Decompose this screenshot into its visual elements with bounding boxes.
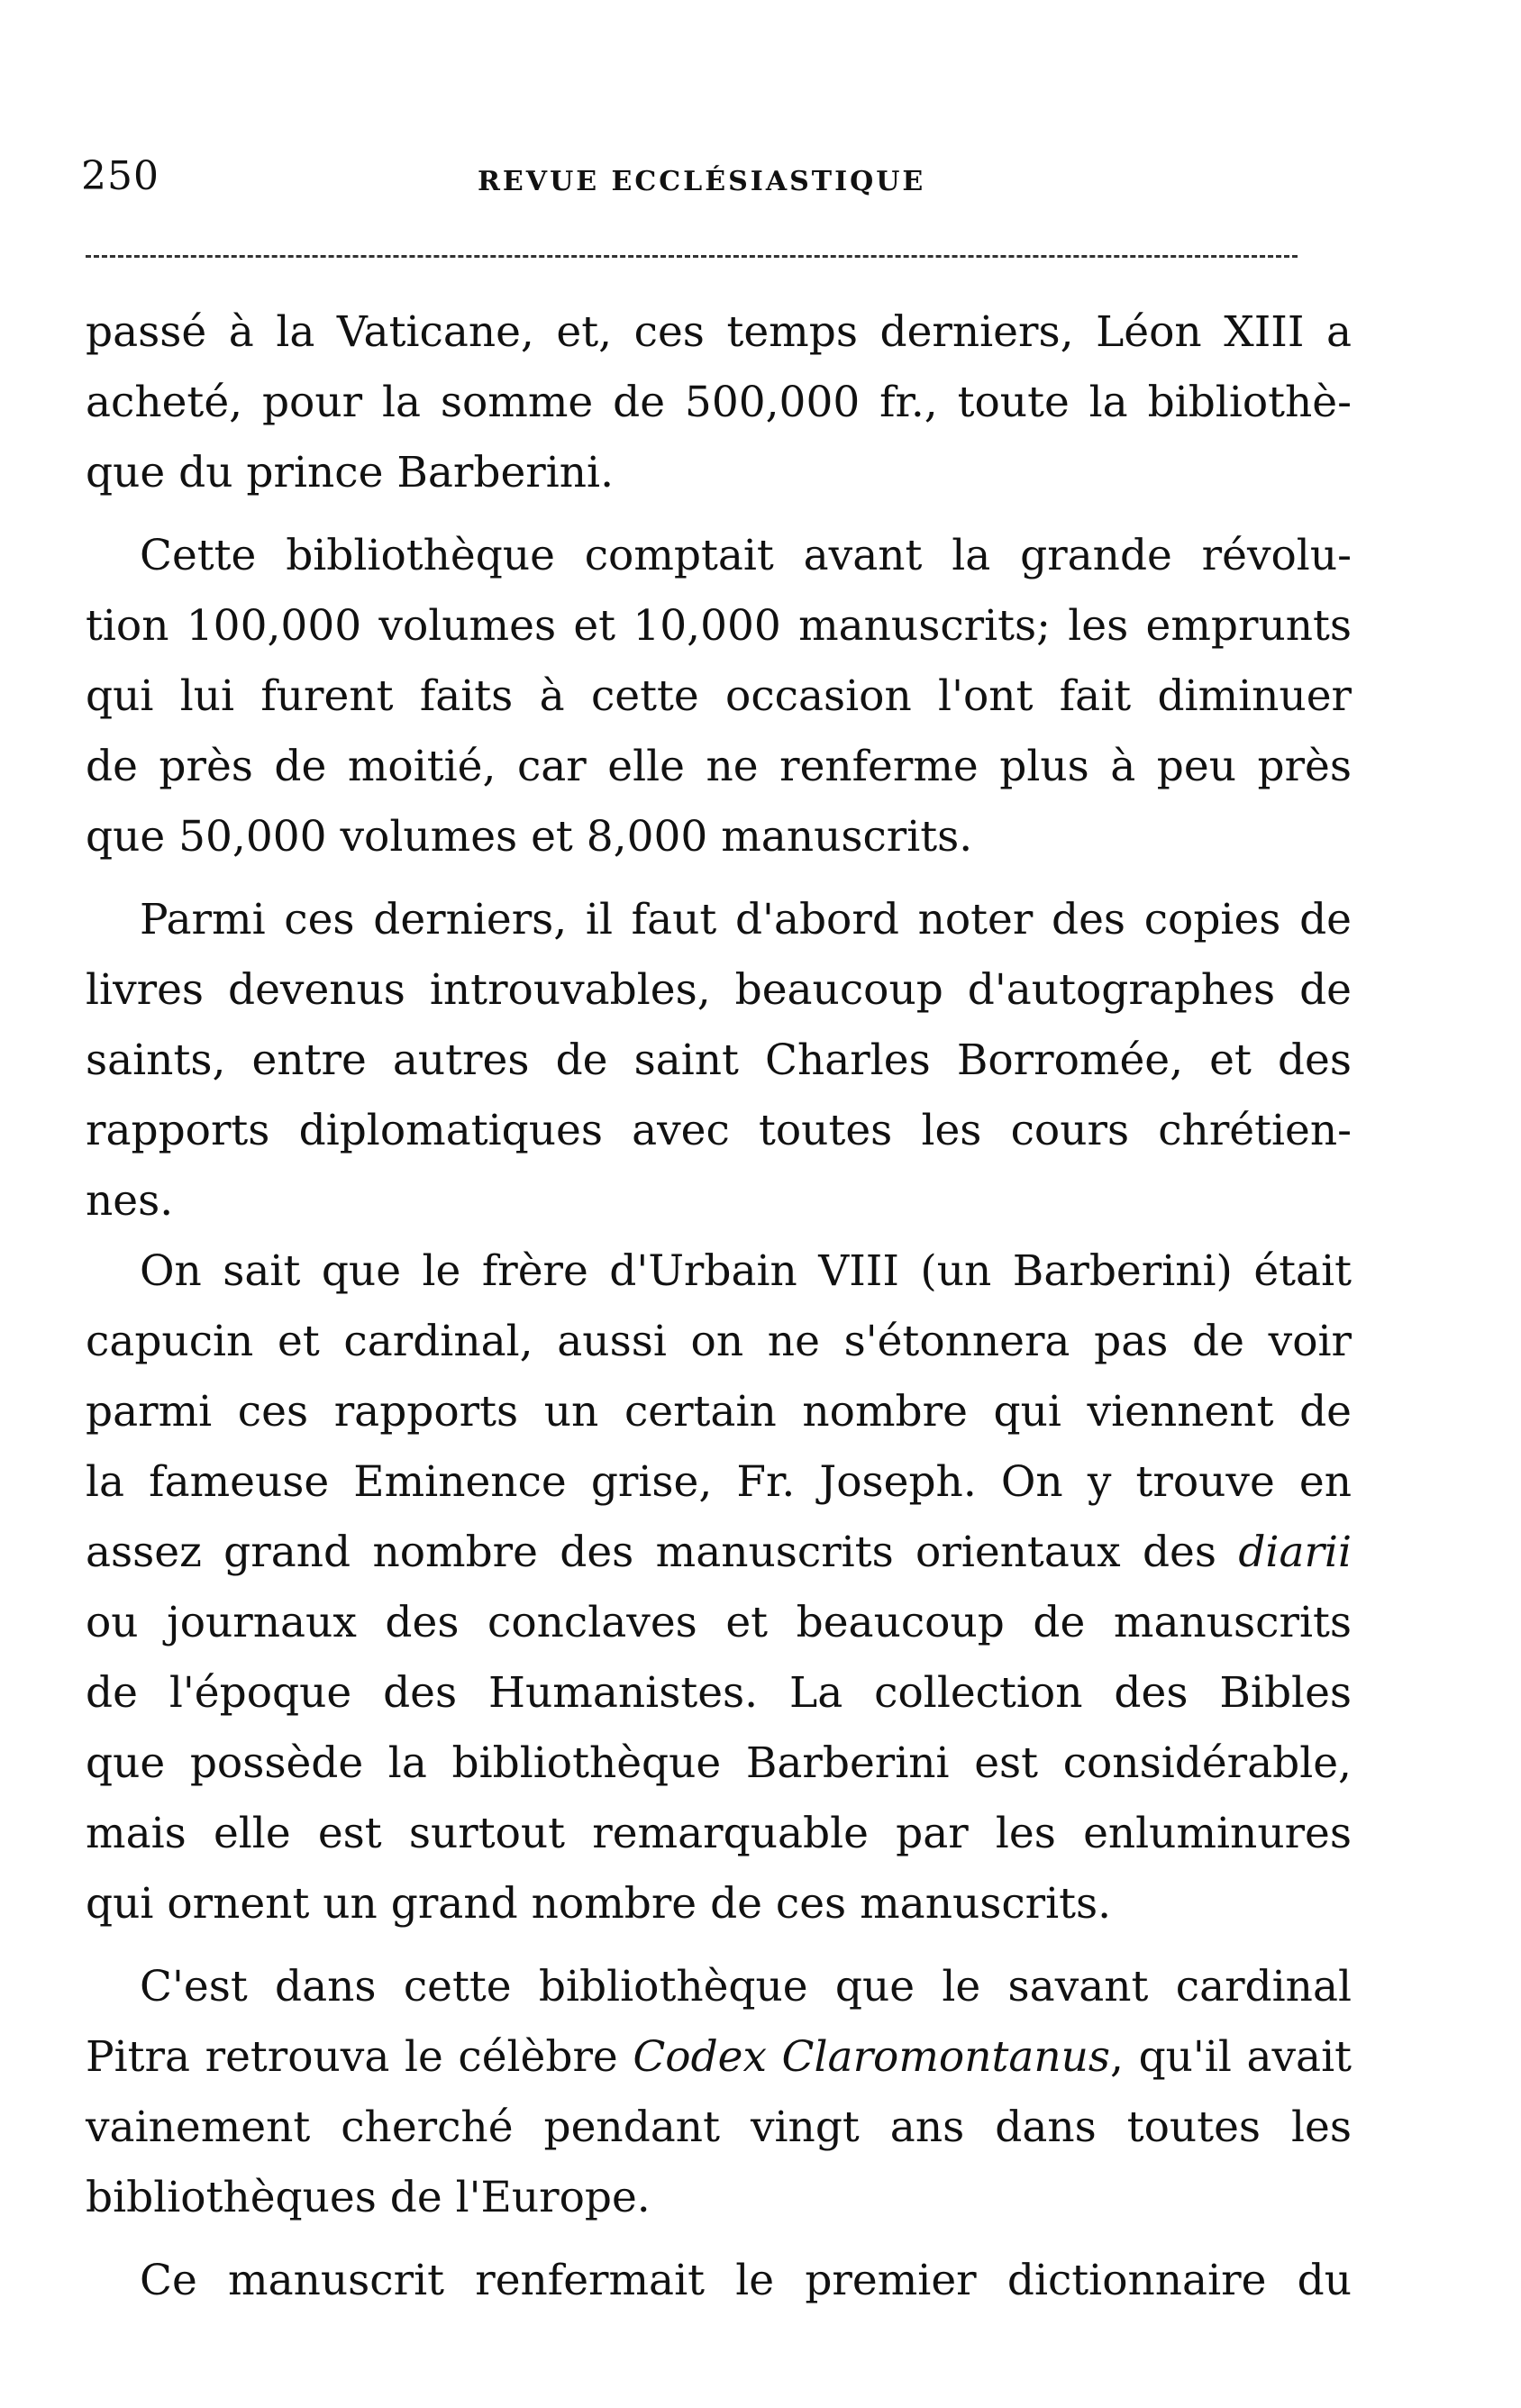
- text-line: que 50,000 volumes et 8,000 manuscrits.: [86, 812, 973, 862]
- text-line: rapports diplomatiques avec toutes les cours chrétien-: [86, 1106, 1352, 1155]
- paragraph: [86, 2246, 1352, 2316]
- text-line: Ce manuscrit renfermait le premier dictionnaire du: [140, 2256, 1352, 2305]
- paragraph: [86, 1236, 1352, 1939]
- page-number: 250: [81, 153, 159, 199]
- italic-term: Codex Claromontanus: [633, 2032, 1111, 2082]
- text-line: bibliothèques de l'Europe.: [86, 2173, 651, 2222]
- text-line: parmi ces rapports un certain nombre qui viennent de: [86, 1387, 1352, 1437]
- running-head: REVUE ECCLÉSIASTIQUE: [478, 166, 926, 197]
- text-line: tion 100,000 volumes et 10,000 manuscrits; les emprunts: [86, 601, 1352, 651]
- paragraph: [86, 885, 1352, 1236]
- header-rule: [86, 255, 1298, 258]
- text-line: livres devenus introuvables, beaucoup d'autographes de: [86, 965, 1352, 1015]
- page-header: [81, 153, 1307, 216]
- text-line: nes.: [86, 1176, 174, 1226]
- text-line: Pitra retrouva le célèbre Codex Claromontanus, qu'il avait: [86, 2032, 1352, 2082]
- paragraph-gap: [86, 508, 1352, 521]
- paragraph: [86, 297, 1352, 508]
- text-line: qui lui furent faits à cette occasion l'ont fait diminuer: [86, 671, 1352, 721]
- text-line: la fameuse Eminence grise, Fr. Joseph. On y trouve en: [86, 1457, 1352, 1507]
- paragraph-gap: [86, 1939, 1352, 1952]
- paragraph-gap: [86, 872, 1352, 885]
- text-line: assez grand nombre des manuscrits orientaux des diarii: [86, 1528, 1352, 1577]
- text-line: On sait que le frère d'Urbain VIII (un Barberini) était: [140, 1246, 1352, 1296]
- paragraph-gap: [86, 2233, 1352, 2246]
- text-line: Cette bibliothèque comptait avant la grande révolu-: [140, 531, 1352, 580]
- text-line: C'est dans cette bibliothèque que le savant cardinal: [140, 1962, 1352, 2011]
- text-line: mais elle est surtout remarquable par les enluminures: [86, 1809, 1352, 1858]
- body-text: [86, 297, 1352, 2316]
- italic-term: diarii: [1238, 1528, 1352, 1577]
- text-line: acheté, pour la somme de 500,000 fr., toute la bibliothè-: [86, 378, 1352, 427]
- text-line: que du prince Barberini.: [86, 448, 615, 497]
- text-line: que possède la bibliothèque Barberini est considérable,: [86, 1738, 1352, 1788]
- text-line: de près de moitié, car elle ne renferme plus à peu près: [86, 742, 1352, 791]
- paragraph: [86, 521, 1352, 872]
- text-line: capucin et cardinal, aussi on ne s'étonnera pas de voir: [86, 1317, 1352, 1366]
- text-line: passé à la Vaticane, et, ces temps derniers, Léon XIII a: [86, 307, 1352, 357]
- paragraph: [86, 1952, 1352, 2233]
- text-line: de l'époque des Humanistes. La collection des Bibles: [86, 1668, 1352, 1718]
- text-line: qui ornent un grand nombre de ces manuscrits.: [86, 1879, 1112, 1929]
- text-line: Parmi ces derniers, il faut d'abord noter des copies de: [140, 895, 1352, 944]
- text-line: ou journaux des conclaves et beaucoup de manuscrits: [86, 1598, 1352, 1647]
- text-line: saints, entre autres de saint Charles Borromée, et des: [86, 1035, 1352, 1085]
- text-line: vainement cherché pendant vingt ans dans toutes les: [86, 2102, 1352, 2152]
